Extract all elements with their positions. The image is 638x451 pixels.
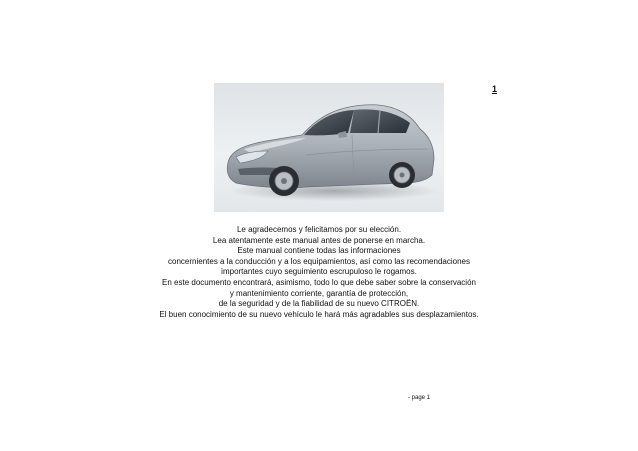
- intro-paragraph-3: Este manual contiene todas las informaciones concernientes a la conducción y a los equipamientos, así como las recomendaciones importantes cuyo seguimiento escrupuloso le rogamos.: [168, 246, 470, 277]
- car-icon: [214, 83, 444, 212]
- intro-paragraph-2: Lea atentamente este manual antes de ponerse en marcha.: [212, 235, 426, 245]
- intro-paragraph-4: En este documento encontrará, asimismo, todo lo que debe saber sobre la conservación y mantenimiento corriente, garantía de protección, de la seguridad y de la fiabilidad de su nuevo CITROËN.: [162, 277, 476, 309]
- intro-paragraph-5: El buen conocimiento de su nuevo vehículo le hará más agradables sus desplazamientos.: [159, 309, 479, 319]
- car-photo: [214, 83, 444, 212]
- footer-page-label: - page 1: [408, 395, 431, 401]
- intro-paragraph-1: Le agradecemos y felicitamos por su elección.: [236, 225, 402, 234]
- page-number: 1: [492, 84, 498, 94]
- intro-text: [100, 225, 538, 320]
